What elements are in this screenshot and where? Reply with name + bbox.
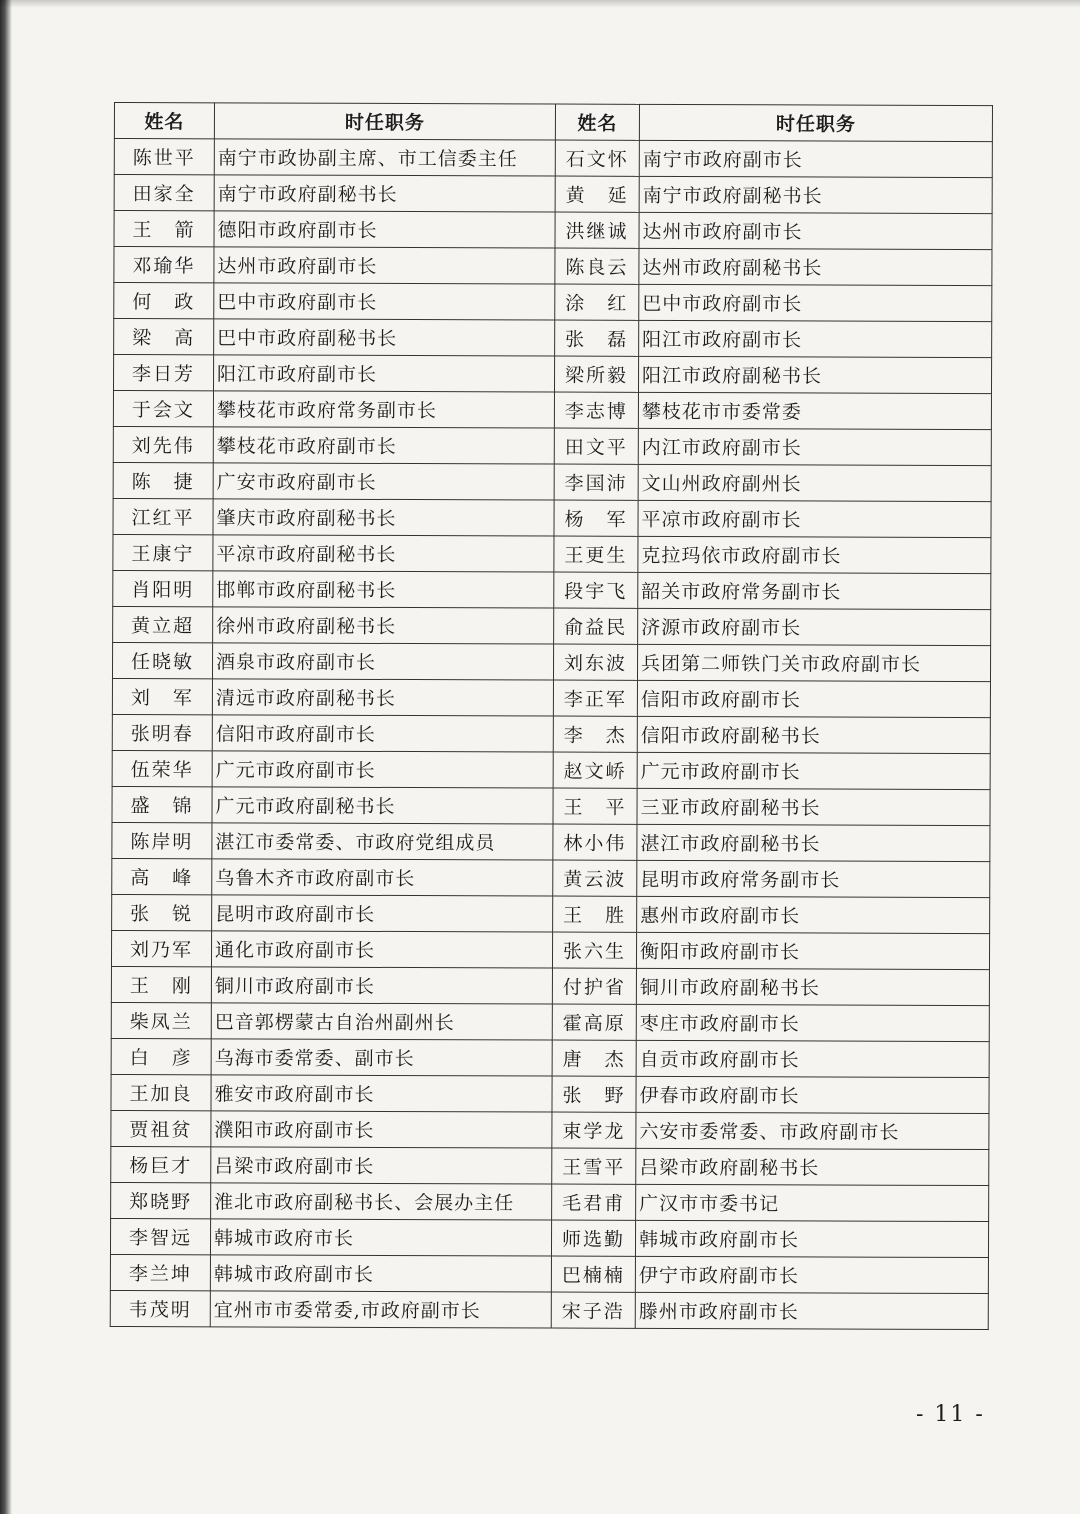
name-cell-right: 梁所毅	[554, 356, 638, 392]
position-cell-left: 韩城市政府副市长	[210, 1255, 551, 1292]
name-cell-right: 毛君甫	[552, 1184, 636, 1220]
position-cell-right: 韶关市政府常务副市长	[638, 572, 991, 609]
position-cell-left: 广元市政府副市长	[212, 751, 553, 788]
position-cell-right: 广元市政府副市长	[637, 752, 990, 789]
position-cell-right: 巴中市政府副市长	[639, 284, 992, 321]
position-cell-left: 巴中市政府副市长	[214, 283, 555, 320]
position-cell-left: 巴中市政府副秘书长	[214, 319, 555, 356]
position-cell-left: 邯郸市政府副秘书长	[213, 571, 554, 608]
position-cell-left: 清远市政府副秘书长	[212, 679, 553, 716]
position-cell-right: 伊宁市政府副市长	[635, 1256, 988, 1293]
name-cell-left: 陈世平	[114, 139, 214, 175]
name-cell-left: 何 政	[114, 283, 214, 319]
name-cell-right: 黄云波	[553, 860, 637, 896]
table-row	[112, 858, 990, 897]
name-cell-left: 高 峰	[112, 858, 212, 894]
position-cell-left: 宜州市市委常委,市政府副市长	[210, 1291, 551, 1328]
table-row	[113, 426, 991, 465]
name-cell-left: 梁 高	[114, 319, 214, 355]
name-cell-right: 李国沛	[554, 464, 638, 500]
name-cell-left: 于会文	[113, 391, 213, 427]
table-row	[111, 1182, 989, 1221]
name-cell-right: 师选勤	[551, 1220, 635, 1256]
name-cell-right: 巴楠楠	[551, 1256, 635, 1292]
position-cell-left: 广安市政府副市长	[213, 463, 554, 500]
name-cell-right: 段宇飞	[554, 572, 638, 608]
table-row	[113, 391, 991, 430]
position-cell-right: 自贡市政府副市长	[636, 1040, 989, 1077]
position-cell-right: 衡阳市政府副市长	[636, 932, 989, 969]
name-cell-left: 李智远	[110, 1218, 210, 1254]
name-cell-left: 刘乃军	[111, 930, 211, 966]
name-cell-left: 任晓敏	[112, 642, 212, 678]
table-row	[114, 247, 992, 286]
position-cell-right: 吕梁市政府副秘书长	[636, 1148, 989, 1185]
name-cell-left: 江红平	[113, 498, 213, 534]
position-cell-left: 肇庆市政府副秘书长	[213, 499, 554, 536]
position-cell-right: 达州市政府副秘书长	[639, 248, 992, 285]
name-cell-left: 张明春	[112, 714, 212, 750]
name-cell-right: 田文平	[554, 428, 638, 464]
table-row	[110, 1218, 988, 1257]
name-cell-right: 霍高原	[552, 1004, 636, 1040]
name-cell-left: 王康宁	[113, 534, 213, 570]
name-cell-right: 张 磊	[555, 320, 639, 356]
table-row	[112, 678, 990, 717]
position-cell-right: 南宁市政府副秘书长	[639, 176, 992, 213]
position-cell-right: 广汉市市委书记	[636, 1184, 989, 1221]
position-cell-left: 通化市政府副市长	[211, 931, 552, 968]
name-cell-left: 黄立超	[113, 606, 213, 642]
table-row	[113, 355, 991, 394]
position-cell-left: 平凉市政府副秘书长	[213, 535, 554, 572]
table-row	[111, 930, 989, 969]
name-cell-left: 杨巨才	[111, 1146, 211, 1182]
position-cell-left: 阳江市政府副市长	[213, 355, 554, 392]
position-cell-right: 平凉市政府副市长	[638, 500, 991, 537]
position-cell-right: 克拉玛依市政府副市长	[638, 536, 991, 573]
name-cell-right: 张 野	[552, 1076, 636, 1112]
name-cell-right: 李正军	[553, 680, 637, 716]
table-row	[112, 714, 990, 753]
name-cell-left: 刘 军	[112, 678, 212, 714]
table-row	[111, 1146, 989, 1185]
position-cell-right: 枣庄市政府副市长	[636, 1004, 989, 1041]
position-cell-left: 雅安市政府副市长	[211, 1075, 552, 1112]
name-cell-right: 王 平	[553, 788, 637, 824]
name-cell-right: 杨 军	[554, 500, 638, 536]
name-cell-left: 王 箭	[114, 211, 214, 247]
name-cell-right: 李志博	[554, 392, 638, 428]
name-cell-right: 林小伟	[553, 824, 637, 860]
position-cell-left: 信阳市政府副市长	[212, 715, 553, 752]
name-cell-left: 陈岸明	[112, 822, 212, 858]
position-cell-right: 三亚市政府副秘书长	[637, 788, 990, 825]
table-row	[111, 966, 989, 1005]
position-cell-left: 淮北市政府副秘书长、会展办主任	[211, 1183, 552, 1220]
name-cell-right: 王 胜	[553, 896, 637, 932]
scan-top-shadow	[0, 0, 1080, 8]
position-cell-left: 乌海市委常委、副市长	[211, 1039, 552, 1076]
table-row	[110, 1254, 988, 1293]
position-cell-right: 达州市政府副市长	[639, 212, 992, 249]
table-row	[112, 750, 990, 789]
name-cell-right: 李 杰	[553, 716, 637, 752]
table-row	[114, 319, 992, 358]
position-cell-left: 湛江市委常委、市政府党组成员	[212, 823, 553, 860]
name-cell-left: 韦茂明	[110, 1290, 210, 1326]
position-cell-right: 兵团第二师铁门关市政府副市长	[637, 644, 990, 681]
position-cell-right: 内江市政府副市长	[638, 428, 991, 465]
position-cell-right: 铜川市政府副秘书长	[636, 968, 989, 1005]
table-row	[112, 894, 990, 933]
scan-edge-shadow	[0, 0, 12, 1514]
name-cell-left: 肖阳明	[113, 570, 213, 606]
name-cell-left: 李兰坤	[110, 1254, 210, 1290]
name-cell-left: 张 锐	[112, 894, 212, 930]
position-cell-right: 伊春市政府副市长	[636, 1076, 989, 1113]
name-cell-right: 石文怀	[555, 140, 639, 176]
position-cell-left: 乌鲁木齐市政府副市长	[212, 859, 553, 896]
position-cell-right: 昆明市政府常务副市长	[637, 860, 990, 897]
position-cell-right: 济源市政府副市长	[638, 608, 991, 645]
position-cell-left: 昆明市政府副市长	[212, 895, 553, 932]
name-cell-right: 付护省	[552, 968, 636, 1004]
position-cell-left: 吕梁市政府副市长	[211, 1147, 552, 1184]
table-row	[112, 822, 990, 861]
name-cell-left: 刘先伟	[113, 426, 213, 462]
position-cell-right: 湛江市政府副秘书长	[637, 824, 990, 861]
name-cell-right: 黄 延	[555, 176, 639, 212]
name-cell-right: 洪继诚	[555, 212, 639, 248]
name-cell-left: 陈 捷	[113, 462, 213, 498]
name-cell-left: 白 彦	[111, 1038, 211, 1074]
table-row	[113, 570, 991, 609]
position-cell-right: 韩城市政府副市长	[635, 1220, 988, 1257]
table-row	[113, 498, 991, 537]
position-cell-right: 信阳市政府副秘书长	[637, 716, 990, 753]
position-cell-right: 滕州市政府副市长	[635, 1292, 988, 1329]
table-row	[114, 139, 992, 178]
table-row	[113, 534, 991, 573]
name-cell-left: 王加良	[111, 1074, 211, 1110]
position-cell-left: 攀枝花市政府副市长	[213, 427, 554, 464]
name-cell-right: 王雪平	[552, 1148, 636, 1184]
name-cell-right: 刘东波	[553, 644, 637, 680]
header-name-right: 姓名	[555, 104, 639, 140]
header-position-left: 时任职务	[214, 103, 555, 140]
name-cell-right: 宋子浩	[551, 1292, 635, 1328]
table-body	[110, 139, 992, 1330]
position-cell-right: 南宁市政府副市长	[639, 140, 992, 177]
position-cell-right: 阳江市政府副市长	[639, 320, 992, 357]
name-cell-right: 束学龙	[552, 1112, 636, 1148]
position-cell-left: 韩城市政府市长	[210, 1219, 551, 1256]
name-cell-left: 伍荣华	[112, 750, 212, 786]
position-cell-right: 信阳市政府副市长	[637, 680, 990, 717]
position-cell-left: 濮阳市政府副市长	[211, 1111, 552, 1148]
table-row	[114, 211, 992, 250]
officials-table	[110, 102, 993, 1330]
table-row	[111, 1002, 989, 1041]
table-row	[114, 175, 992, 214]
position-cell-left: 巴音郭楞蒙古自治州副州长	[211, 1003, 552, 1040]
position-cell-right: 惠州市政府副市长	[637, 896, 990, 933]
name-cell-left: 盛 锦	[112, 786, 212, 822]
table-header-row	[114, 103, 992, 142]
position-cell-right: 阳江市政府副秘书长	[638, 356, 991, 393]
page-number: - 11 -	[916, 1402, 985, 1427]
position-cell-left: 徐州市政府副秘书长	[213, 607, 554, 644]
name-cell-right: 唐 杰	[552, 1040, 636, 1076]
table-row	[111, 1038, 989, 1077]
position-cell-left: 铜川市政府副市长	[211, 967, 552, 1004]
table-row	[113, 606, 991, 645]
header-name-left: 姓名	[114, 103, 214, 139]
name-cell-left: 郑晓野	[111, 1182, 211, 1218]
name-cell-left: 李日芳	[113, 355, 213, 391]
position-cell-right: 六安市委常委、市政府副市长	[636, 1112, 989, 1149]
name-cell-right: 赵文峤	[553, 752, 637, 788]
position-cell-left: 攀枝花市政府常务副市长	[213, 391, 554, 428]
name-cell-left: 田家全	[114, 175, 214, 211]
position-cell-right: 文山州政府副州长	[638, 464, 991, 501]
name-cell-right: 陈良云	[555, 248, 639, 284]
name-cell-left: 王 刚	[111, 966, 211, 1002]
position-cell-right: 攀枝花市市委常委	[638, 392, 991, 429]
table-row	[113, 462, 991, 501]
header-position-right: 时任职务	[639, 104, 992, 141]
name-cell-left: 邓瑜华	[114, 247, 214, 283]
table-row	[111, 1110, 989, 1149]
name-cell-left: 柴凤兰	[111, 1002, 211, 1038]
table-row	[110, 1290, 988, 1329]
position-cell-left: 酒泉市政府副市长	[212, 643, 553, 680]
name-cell-right: 涂 红	[555, 284, 639, 320]
table-row	[112, 642, 990, 681]
position-cell-left: 南宁市政协副主席、市工信委主任	[214, 139, 555, 176]
table-row	[114, 283, 992, 322]
name-cell-right: 王更生	[554, 536, 638, 572]
name-cell-left: 贾祖贫	[111, 1110, 211, 1146]
name-cell-right: 张六生	[552, 932, 636, 968]
position-cell-left: 达州市政府副市长	[214, 247, 555, 284]
table-row	[111, 1074, 989, 1113]
name-cell-right: 俞益民	[554, 608, 638, 644]
table-row	[112, 786, 990, 825]
position-cell-left: 广元市政府副秘书长	[212, 787, 553, 824]
position-cell-left: 南宁市政府副秘书长	[214, 175, 555, 212]
position-cell-left: 德阳市政府副市长	[214, 211, 555, 248]
